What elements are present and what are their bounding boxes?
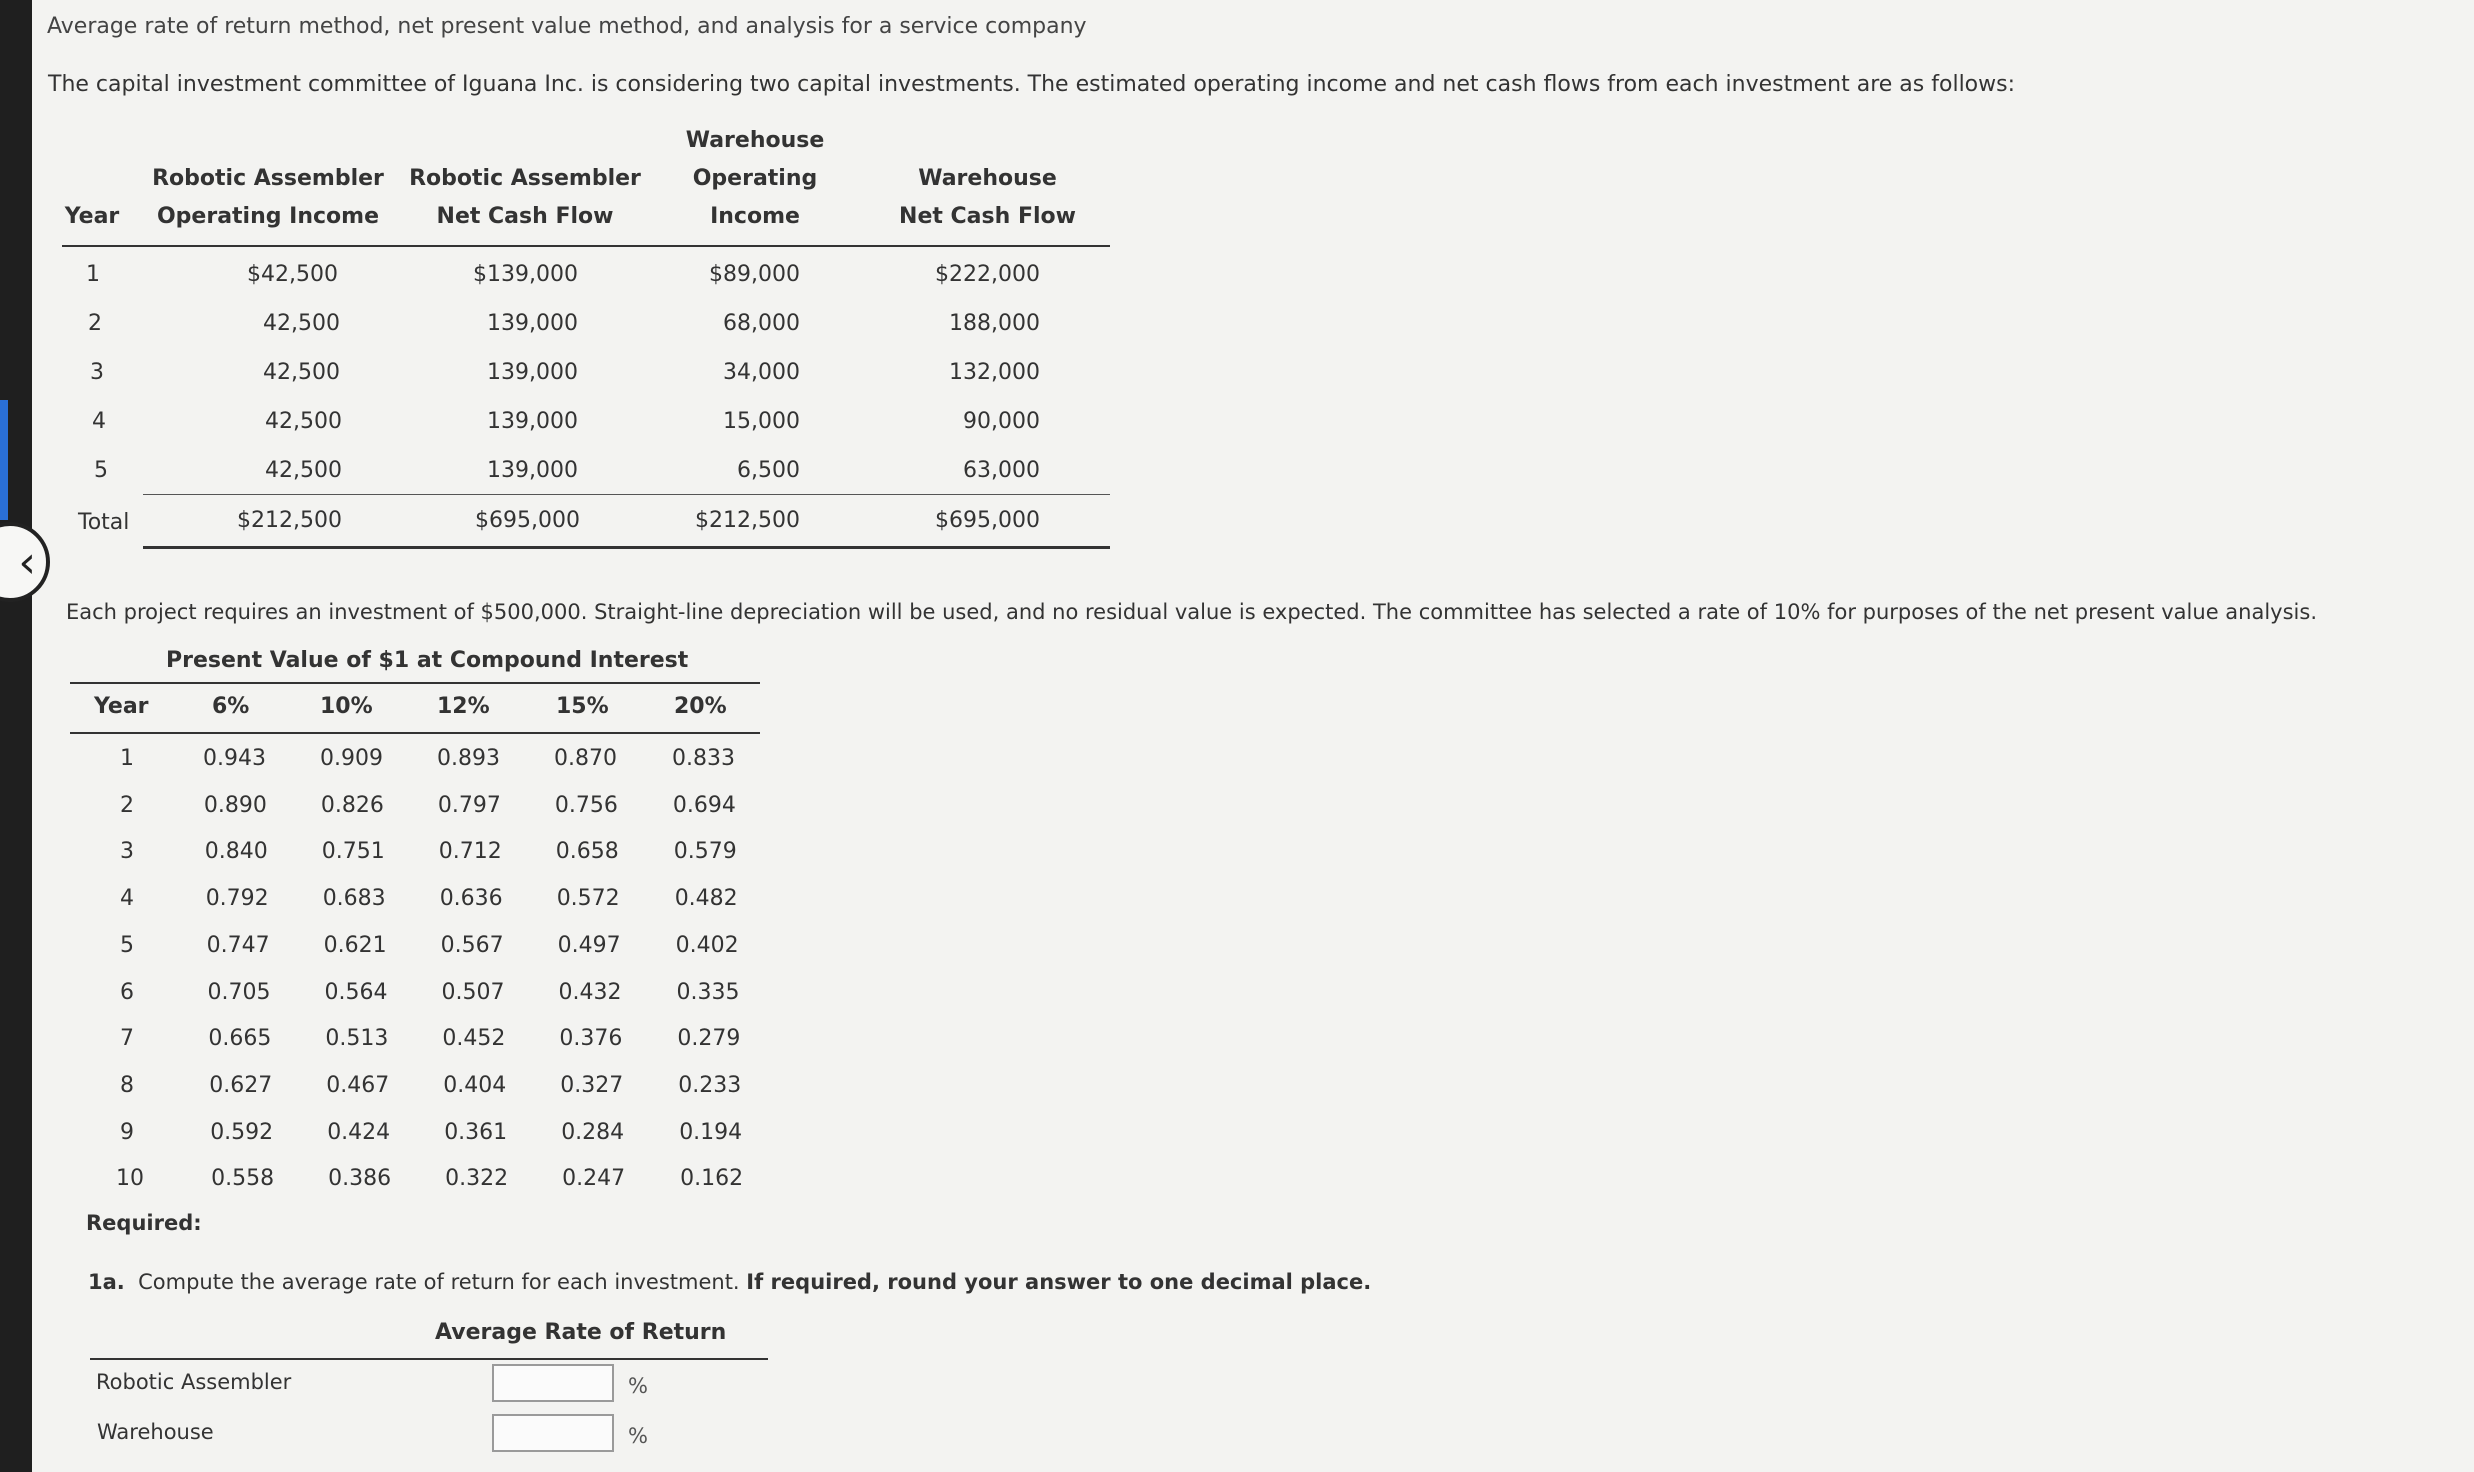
pv-header-15: 15%: [556, 694, 609, 719]
pv-row-3-6: 0.840: [204, 839, 268, 865]
answer-header-rule: [90, 1358, 768, 1360]
cash-row-2-year: 2: [88, 311, 102, 336]
cash-row-5-ra-ncf: 139,000: [487, 458, 578, 483]
cash-total-ra-oi: $212,500: [237, 508, 342, 533]
pv-row-3-20: 0.579: [673, 839, 737, 865]
cash-row-3-year: 3: [90, 360, 104, 385]
chevron-left-icon: ‹: [18, 536, 36, 588]
pv-row-1-15: 0.870: [554, 746, 617, 771]
left-panel-accent: [0, 400, 8, 520]
pv-header-rule: [70, 732, 760, 734]
pv-header-year: Year: [94, 694, 149, 719]
pv-header-10: 10%: [320, 694, 373, 719]
back-chevron-button[interactable]: [0, 522, 50, 602]
cash-row-3-ra-oi: 42,500: [263, 360, 340, 385]
cash-row-4-year: 4: [92, 409, 106, 434]
answer-table-header: Average Rate of Return: [435, 1320, 727, 1345]
cash-row-1-year: 1: [86, 262, 100, 287]
pv-row-9-10: 0.424: [327, 1119, 391, 1145]
pv-row-5-year: 5: [120, 932, 134, 958]
pv-header-20: 20%: [674, 694, 727, 719]
pv-row-4-12: 0.636: [439, 886, 503, 912]
pv-row-4-10: 0.683: [322, 886, 386, 912]
col-header-wh-ncf-line2: Net Cash Flow: [899, 204, 1076, 229]
pv-row-5-10: 0.621: [323, 932, 387, 958]
pv-row-10-10: 0.386: [328, 1166, 392, 1192]
cash-row-5-wh-ncf: 63,000: [963, 458, 1040, 483]
pv-row-6-10: 0.564: [324, 979, 388, 1005]
pv-caption-rule: [70, 682, 760, 684]
pv-row-4-6: 0.792: [205, 886, 269, 912]
cash-row-5-ra-oi: 42,500: [265, 458, 342, 483]
question-1a: [88, 1270, 1371, 1294]
cash-row-4-ra-ncf: 139,000: [487, 409, 578, 434]
col-header-wh-ncf-line1: Warehouse: [918, 166, 1057, 191]
pv-row-8-20: 0.233: [678, 1072, 742, 1098]
warehouse-arr-input[interactable]: [492, 1414, 614, 1452]
cash-total-wh-oi: $212,500: [695, 508, 800, 533]
pv-row-6-20: 0.335: [676, 979, 740, 1005]
cash-total-wh-ncf: $695,000: [935, 508, 1040, 533]
pv-row-2-10: 0.826: [320, 792, 384, 818]
pv-row-8-10: 0.467: [326, 1072, 390, 1098]
question-1a-instruction: If required, round your answer to one decimal place.: [746, 1270, 1372, 1294]
pv-row-1-20: 0.833: [672, 746, 735, 771]
problem-intro: The capital investment committee of Iguana Inc. is considering two capital investments. The estimated operating income and net cash flows from each investment are as follows:: [48, 72, 2016, 97]
total-bottom-rule: [143, 546, 1110, 549]
cash-row-5-wh-oi: 6,500: [737, 458, 800, 483]
pv-row-9-year: 9: [120, 1119, 134, 1145]
pv-row-9-12: 0.361: [444, 1119, 508, 1145]
pv-row-1-12: 0.893: [437, 746, 500, 771]
cash-row-2-wh-oi: 68,000: [723, 311, 800, 336]
pv-row-9-6: 0.592: [210, 1119, 274, 1145]
pv-row-5-15: 0.497: [557, 932, 621, 958]
pv-row-8-12: 0.404: [443, 1072, 507, 1098]
pv-row-3-year: 3: [120, 839, 134, 865]
answer-row-label-robotic: Robotic Assembler: [96, 1370, 292, 1394]
cash-row-4-wh-ncf: 90,000: [963, 409, 1040, 434]
warehouse-percent-sign: %: [628, 1424, 648, 1448]
pv-row-5-20: 0.402: [675, 932, 739, 958]
pv-row-7-year: 7: [120, 1026, 134, 1052]
cash-row-1-wh-oi: $89,000: [709, 262, 800, 287]
pv-row-7-20: 0.279: [677, 1026, 741, 1052]
question-1a-text: Compute the average rate of return for each investment.: [138, 1270, 740, 1294]
pv-row-4-15: 0.572: [556, 886, 620, 912]
cash-row-3-wh-ncf: 132,000: [949, 360, 1040, 385]
cash-row-2-wh-ncf: 188,000: [949, 311, 1040, 336]
pv-row-8-year: 8: [120, 1072, 134, 1098]
pv-row-3-10: 0.751: [321, 839, 385, 865]
col-header-ra-oi-line1: Robotic Assembler: [152, 166, 384, 191]
col-header-wh-oi-line3: Income: [710, 204, 800, 229]
pv-row-4-year: 4: [120, 886, 134, 912]
pv-header-12: 12%: [437, 694, 490, 719]
pv-row-1-year: 1: [120, 746, 134, 771]
problem-title: Average rate of return method, net present value method, and analysis for a service company: [47, 14, 1087, 39]
col-header-year: Year: [64, 204, 120, 229]
pv-row-2-20: 0.694: [672, 792, 736, 818]
pv-header-6: 6%: [212, 694, 250, 719]
cash-row-2-ra-ncf: 139,000: [487, 311, 578, 336]
pv-row-10-6: 0.558: [211, 1166, 275, 1192]
pv-row-5-12: 0.567: [440, 932, 504, 958]
col-header-wh-oi-line2: Operating: [692, 166, 818, 191]
pv-row-10-15: 0.247: [562, 1166, 626, 1192]
pv-row-2-6: 0.890: [203, 792, 267, 818]
pv-row-10-year: 10: [116, 1166, 144, 1192]
pv-row-2-year: 2: [120, 792, 134, 818]
pv-row-7-6: 0.665: [208, 1026, 272, 1052]
pv-row-7-12: 0.452: [442, 1026, 506, 1052]
pv-row-7-15: 0.376: [559, 1026, 623, 1052]
cash-row-1-ra-ncf: $139,000: [473, 262, 578, 287]
cash-row-3-ra-ncf: 139,000: [487, 360, 578, 385]
robotic-arr-input[interactable]: [492, 1364, 614, 1402]
cash-row-5-year: 5: [94, 458, 108, 483]
pv-row-5-6: 0.747: [206, 932, 270, 958]
pv-row-6-15: 0.432: [558, 979, 622, 1005]
question-1a-number: 1a.: [88, 1270, 125, 1294]
left-panel-edge: [0, 0, 32, 1472]
pv-row-2-12: 0.797: [437, 792, 501, 818]
pv-row-8-6: 0.627: [209, 1072, 273, 1098]
pv-row-7-10: 0.513: [325, 1026, 389, 1052]
cash-row-2-ra-oi: 42,500: [263, 311, 340, 336]
pv-row-3-15: 0.658: [555, 839, 619, 865]
pv-row-1-10: 0.909: [320, 746, 383, 771]
investment-note: Each project requires an investment of $500,000. Straight-line depreciation will be used, and no residual value is expected. The committee has selected a rate of 10% for purposes of the net present value analysis.: [66, 600, 2317, 624]
col-header-ra-ncf-line1: Robotic Assembler: [409, 166, 641, 191]
pv-row-8-15: 0.327: [560, 1072, 624, 1098]
pv-row-6-12: 0.507: [441, 979, 505, 1005]
cash-row-1-wh-ncf: $222,000: [935, 262, 1040, 287]
total-top-rule: [143, 494, 1110, 495]
robotic-percent-sign: %: [628, 1374, 648, 1398]
required-label: Required:: [86, 1211, 202, 1235]
pv-row-1-6: 0.943: [203, 746, 266, 771]
cash-row-3-wh-oi: 34,000: [723, 360, 800, 385]
cash-row-4-wh-oi: 15,000: [723, 409, 800, 434]
cash-total-label: Total: [78, 510, 130, 535]
cash-row-4-ra-oi: 42,500: [265, 409, 342, 434]
pv-table-caption: Present Value of $1 at Compound Interest: [166, 648, 689, 673]
pv-row-9-20: 0.194: [679, 1119, 743, 1145]
pv-row-10-20: 0.162: [680, 1166, 744, 1192]
pv-row-6-year: 6: [120, 979, 134, 1005]
answer-row-label-warehouse: Warehouse: [97, 1420, 214, 1444]
col-header-wh-oi-line1: Warehouse: [685, 128, 825, 153]
pv-row-2-15: 0.756: [554, 792, 618, 818]
header-rule: [62, 245, 1110, 247]
pv-row-10-12: 0.322: [445, 1166, 509, 1192]
pv-row-6-6: 0.705: [207, 979, 271, 1005]
col-header-ra-ncf-line2: Net Cash Flow: [436, 204, 614, 229]
pv-row-9-15: 0.284: [561, 1119, 625, 1145]
cash-total-ra-ncf: $695,000: [475, 508, 580, 533]
col-header-ra-oi-line2: Operating Income: [156, 204, 380, 229]
cash-row-1-ra-oi: $42,500: [247, 262, 338, 287]
pv-row-4-20: 0.482: [674, 886, 738, 912]
pv-row-3-12: 0.712: [438, 839, 502, 865]
